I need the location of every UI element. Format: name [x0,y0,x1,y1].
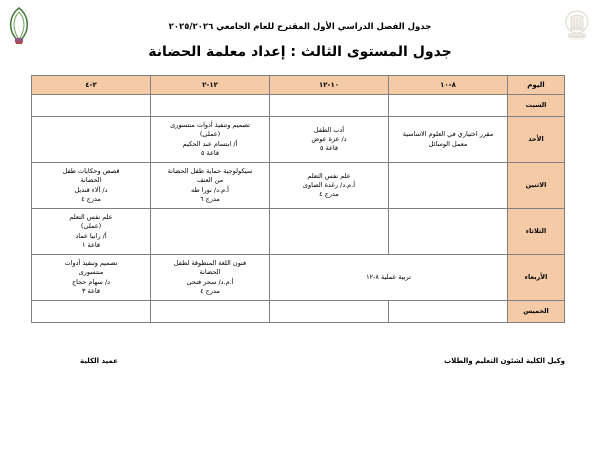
table-row [32,301,565,323]
course-location: مدرج ٤ [81,195,101,204]
empty-cell [32,301,151,323]
document-subtitle: جدول الفصل الدراسي الأول المقترح للعام الجامعي ٢٠٢٥/٢٠٢٦ [168,22,432,32]
schedule-table-container [0,75,600,323]
course-cell [151,117,270,163]
empty-cell [389,301,508,323]
empty-cell [270,95,389,117]
day-cell: الأحد [508,117,565,163]
course-location: مدرج ٦ [200,195,220,204]
course-detail: أ/ ابتسام عبد الحكيم [182,139,238,148]
course-location: قاعة ٥ [319,144,339,153]
course-name: علم نفس التعلم [69,212,113,221]
course-name: أدب الطفل [313,125,345,134]
course-detail: أ.م.د/ سحر فتحى [186,277,234,286]
course-name: مقرر اختياري في العلوم الاساسية [402,130,494,139]
empty-cell [32,95,151,117]
course-location: قاعة ٣ [81,287,101,296]
table-head [32,76,565,95]
course-detail: أ.م.د/ رغدة الصاوى [302,181,356,190]
day-cell: الاثنين [508,163,565,209]
course-cell [32,255,151,301]
signature-footer [0,357,600,365]
course-name: قصص وحكايات طفل [62,166,120,175]
course-cell [389,117,508,163]
column-header-slot-1: ٨-١٠ [389,76,508,95]
empty-cell [270,301,389,323]
course-location: قاعة ٥ [200,149,220,158]
day-cell: السبت [508,95,565,117]
day-cell: الخميس [508,301,565,323]
course-cell [32,209,151,255]
table-row [32,95,565,117]
course-detail: (عملى) [80,222,102,231]
empty-cell [389,163,508,209]
empty-cell [270,209,389,255]
empty-cell [32,117,151,163]
course-detail: أ/ رانيا عماد [75,231,107,240]
course-detail: د/ عزة عوض [311,135,347,144]
course-name: فنون اللغة المنطوقة لطفل [173,258,247,267]
course-detail: (عملى) [199,130,221,139]
table-row [32,209,565,255]
course-name: علم نفس التعلم [307,171,351,180]
schedule-table [31,75,565,323]
course-name: تصميم وتنفيذ أدوات منتسورى [170,120,250,129]
empty-cell [151,95,270,117]
course-name: سيكولوجية حماية طفل الحضانة [167,166,253,175]
university-logo [6,6,32,46]
course-cell [270,117,389,163]
empty-cell [151,301,270,323]
course-cell-merged: تربية عملية ٨-١٢ [270,255,508,301]
document-header [0,0,600,61]
course-name: تصميم وتنفيذ أدوات [64,258,118,267]
day-cell: الثلاثاء [508,209,565,255]
course-cell [270,163,389,209]
empty-cell [389,95,508,117]
table-body [32,95,565,323]
column-header-slot-3: ١٢-٢ [151,76,270,95]
course-location: مدرج ٤ [319,190,339,199]
course-detail: د/ آلاء قنديل [74,185,108,194]
footer-dean-label: عميد الكلية [80,357,118,366]
empty-cell [151,209,270,255]
header-row [32,76,565,95]
course-cell [151,255,270,301]
column-header-slot-4: ٢-٤ [32,76,151,95]
table-row [32,163,565,209]
course-location: معمل الوسائل [428,139,468,148]
table-row [32,255,565,301]
course-cell [151,163,270,209]
course-detail: أ.م.د/ نورا طه [191,185,229,194]
day-cell: الأربعاء [508,255,565,301]
course-cell [32,163,151,209]
table-row [32,117,565,163]
course-location: مدرج ٤ [200,287,220,296]
empty-cell [389,209,508,255]
faculty-seal-watermark [562,6,592,46]
course-detail: الحضانة [199,268,221,277]
course-detail: من العنف [196,176,224,185]
column-header-slot-2: ١٠-١٢ [270,76,389,95]
column-header-day: اليوم [508,76,565,95]
footer-vice-dean-label: وكيل الكلية لشئون التعليم والطلاب [444,357,565,366]
page-title: جدول المستوى الثالث : إعداد معلمة الحضانة [148,44,452,61]
course-location: قاعة ١ [81,241,101,250]
course-detail: د/ سهام حجاج [71,277,111,286]
course-detail: منتسورى [78,268,104,277]
course-detail: الحضانة [80,176,102,185]
